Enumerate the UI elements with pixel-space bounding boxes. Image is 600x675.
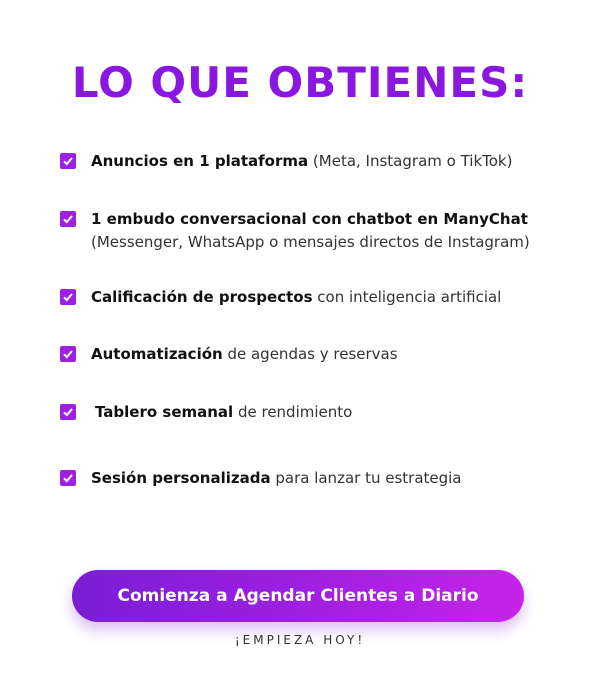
checkbox-checked-icon (60, 289, 76, 305)
benefit-rest: de rendimiento (233, 403, 353, 421)
checkbox-checked-icon (60, 346, 76, 362)
benefit-bold: 1 embudo conversacional con chatbot en ManyChat (91, 210, 528, 228)
benefit-bold: Anuncios en 1 plataforma (91, 152, 309, 170)
benefit-item (60, 150, 560, 173)
page-title: LO QUE OBTIENES: (71, 58, 529, 107)
benefits-list (60, 150, 560, 490)
cta-button[interactable]: Comienza a Agendar Clientes a Diario (72, 570, 524, 622)
benefit-text (91, 150, 512, 173)
benefit-item (60, 286, 560, 309)
benefit-rest: (Meta, Instagram o TikTok) (308, 152, 513, 170)
benefit-rest: para lanzar tu estrategia (270, 469, 462, 487)
benefit-text (91, 286, 501, 309)
benefit-rest: de agendas y reservas (222, 345, 398, 363)
checkbox-checked-icon (60, 211, 76, 227)
cta-subtext: ¡EMPIEZA HOY! (234, 633, 366, 647)
benefit-item (60, 467, 560, 490)
benefit-item (60, 401, 560, 424)
checkbox-checked-icon (60, 470, 76, 486)
benefit-rest: con inteligencia artificial (312, 288, 502, 306)
benefit-text (91, 401, 352, 424)
benefit-item (60, 343, 560, 366)
checkbox-checked-icon (60, 404, 76, 420)
benefit-text (91, 467, 462, 490)
benefit-text (91, 343, 398, 366)
benefit-bold: Tablero semanal (95, 403, 234, 421)
checkbox-checked-icon (60, 153, 76, 169)
benefit-rest: (Messenger, WhatsApp o mensajes directos de Instagram) (91, 233, 530, 251)
benefit-bold: Sesión personalizada (91, 469, 271, 487)
benefit-item (60, 208, 560, 254)
benefit-bold: Calificación de prospectos (91, 288, 313, 306)
benefit-bold: Automatización (91, 345, 223, 363)
benefit-text (91, 208, 560, 254)
